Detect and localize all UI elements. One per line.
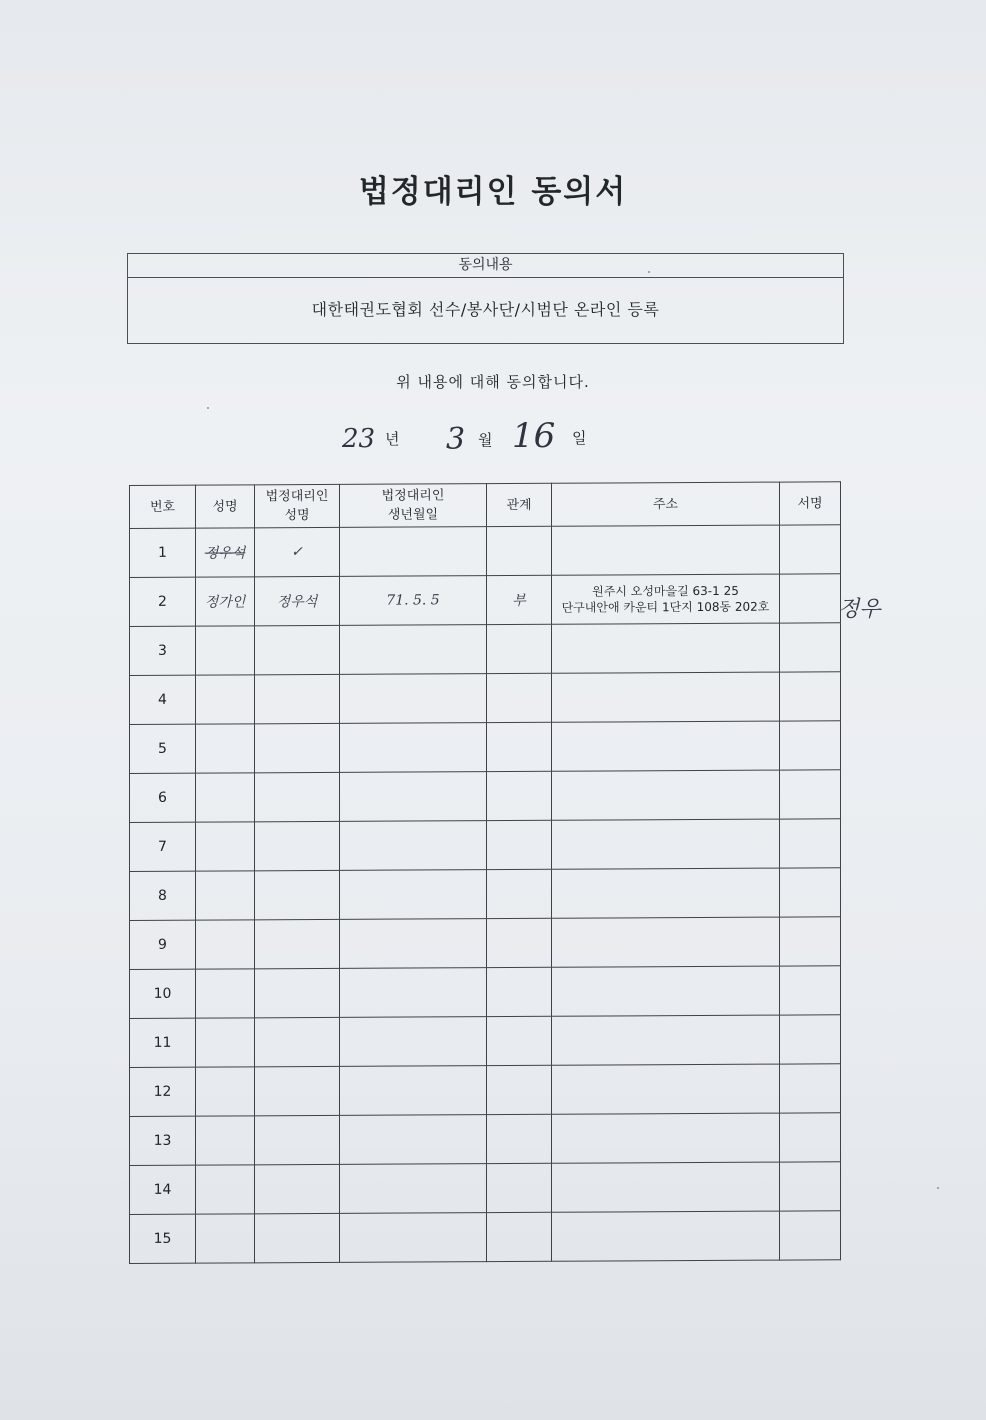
guardian-birth-cell	[340, 1017, 487, 1067]
column-header: 법정대리인 성명	[255, 484, 340, 527]
guardian-name-cell: ✓	[255, 527, 340, 576]
signature-cell	[780, 672, 841, 721]
table-row	[130, 1064, 841, 1117]
relation-cell: 부	[487, 575, 552, 624]
address-cell	[552, 966, 780, 1016]
table-row	[130, 917, 841, 970]
row-number: 10	[130, 969, 196, 1018]
guardian-birth-cell	[340, 1066, 487, 1116]
relation-cell	[487, 1212, 552, 1261]
signature-cell	[780, 1162, 841, 1211]
row-number: 3	[130, 626, 196, 675]
guardian-birth-cell	[340, 870, 487, 920]
guardian-birth-cell	[340, 1115, 487, 1165]
guardian-birth-cell: 71. 5. 5	[340, 576, 487, 626]
signature-cell	[780, 1064, 841, 1113]
table-row	[130, 1162, 841, 1215]
date-row	[0, 416, 986, 470]
table-row	[130, 1211, 841, 1264]
table-row	[130, 966, 841, 1019]
relation-cell	[487, 722, 552, 771]
column-header: 관계	[487, 483, 552, 526]
row-2-signature-mark: 정우	[838, 597, 881, 622]
row-number: 8	[130, 871, 196, 920]
relation-cell	[487, 624, 552, 673]
relation-cell	[487, 869, 552, 918]
guardian-birth-cell	[340, 968, 487, 1018]
name-cell	[196, 822, 255, 871]
column-header: 법정대리인 생년월일	[340, 484, 487, 528]
address-cell	[552, 1113, 780, 1163]
signature-cell	[780, 721, 841, 770]
name-cell: 정우석	[196, 528, 255, 577]
signature-cell	[780, 917, 841, 966]
address-cell	[552, 1064, 780, 1114]
guardian-name-cell	[255, 723, 340, 772]
relation-cell	[487, 1016, 552, 1065]
relation-cell	[487, 1065, 552, 1114]
paper-speck	[937, 1187, 939, 1189]
signature-cell	[780, 525, 841, 574]
agreement-statement: 위 내용에 대해 동의합니다.	[396, 373, 590, 391]
row-number: 2	[130, 577, 196, 626]
address-cell	[552, 819, 780, 869]
address-cell	[552, 868, 780, 918]
relation-cell	[487, 1114, 552, 1163]
guardian-name-cell	[255, 625, 340, 674]
signature-cell	[780, 1015, 841, 1064]
consent-box	[127, 253, 844, 344]
signature-cell	[780, 1113, 841, 1162]
name-cell	[196, 626, 255, 675]
guardian-name-cell	[255, 870, 340, 919]
guardian-birth-cell	[340, 723, 487, 773]
date-day: 16	[512, 416, 556, 456]
signature-cell	[780, 868, 841, 917]
guardian-birth-cell	[340, 527, 487, 577]
address-cell	[552, 574, 780, 624]
row-number: 15	[130, 1214, 196, 1263]
row-number: 7	[130, 822, 196, 871]
address-cell	[552, 1015, 780, 1065]
signature-cell	[780, 623, 841, 672]
signature-cell	[780, 770, 841, 819]
guardian-name-cell	[255, 1017, 340, 1066]
row-number: 12	[130, 1067, 196, 1116]
table-row	[130, 819, 841, 872]
address-cell	[552, 1162, 780, 1212]
guardian-name-cell: 정우석	[255, 576, 340, 625]
name-cell	[196, 969, 255, 1018]
relation-cell	[487, 771, 552, 820]
registration-table	[129, 481, 841, 1264]
guardian-name-cell	[255, 821, 340, 870]
table-row	[130, 525, 841, 578]
guardian-birth-cell	[340, 772, 487, 822]
table-row	[130, 574, 841, 627]
table-row	[130, 770, 841, 823]
date-year-label: 년	[385, 430, 400, 448]
column-header: 성명	[196, 485, 255, 528]
table-row	[130, 672, 841, 725]
name-cell	[196, 1018, 255, 1067]
row-number: 1	[130, 528, 196, 577]
guardian-birth-cell	[340, 821, 487, 871]
table-header-row	[130, 482, 841, 529]
signature-cell	[780, 966, 841, 1015]
guardian-birth-cell	[340, 674, 487, 724]
address-cell	[552, 721, 780, 771]
name-cell	[196, 724, 255, 773]
row-number: 4	[130, 675, 196, 724]
date-year: 23	[342, 424, 376, 454]
guardian-birth-cell	[340, 625, 487, 675]
name-cell	[196, 1165, 255, 1214]
column-header: 서명	[780, 482, 841, 525]
address-cell	[552, 770, 780, 820]
relation-cell	[487, 1163, 552, 1212]
name-cell: 정가인	[196, 577, 255, 626]
guardian-name-cell	[255, 674, 340, 723]
table-row	[130, 623, 841, 676]
guardian-name-cell	[255, 772, 340, 821]
row-number: 9	[130, 920, 196, 969]
row-number: 11	[130, 1018, 196, 1067]
guardian-birth-cell	[340, 919, 487, 969]
column-header: 번호	[130, 485, 196, 528]
guardian-name-cell	[255, 1213, 340, 1262]
guardian-name-cell	[255, 1115, 340, 1164]
row-number: 13	[130, 1116, 196, 1165]
address-line-2: 단구내안애 카운티 1단지 108동 202호	[561, 599, 770, 615]
consent-content: 대한태권도협회 선수/봉사단/시범단 온라인 등록	[311, 300, 660, 319]
relation-cell	[487, 967, 552, 1016]
column-header: 주소	[552, 482, 780, 526]
address-line-2	[552, 550, 779, 551]
table-row	[130, 721, 841, 774]
name-cell	[196, 773, 255, 822]
table-row	[130, 1015, 841, 1068]
guardian-name-cell	[255, 1164, 340, 1213]
address-cell	[552, 917, 780, 967]
signature-cell	[780, 574, 841, 623]
table-row	[130, 1113, 841, 1166]
guardian-birth-cell	[340, 1213, 487, 1263]
name-cell	[196, 920, 255, 969]
name-cell	[196, 1116, 255, 1165]
relation-cell	[487, 918, 552, 967]
guardian-name-cell	[255, 968, 340, 1017]
address-line-1	[552, 550, 779, 551]
guardian-name-cell	[255, 1066, 340, 1115]
table-row	[130, 868, 841, 921]
document-title: 법정대리인 동의서	[358, 174, 628, 210]
address-cell	[552, 672, 780, 722]
name-cell	[196, 871, 255, 920]
consent-header: 동의내용	[128, 254, 843, 278]
guardian-name-cell	[255, 919, 340, 968]
date-month: 3	[446, 422, 466, 457]
name-cell	[196, 1067, 255, 1116]
table-body	[130, 525, 841, 1264]
guardian-birth-cell	[340, 1164, 487, 1214]
signature-cell	[780, 1211, 841, 1260]
paper-speck	[207, 407, 209, 409]
address-line-1: 원주시 오성마을길 63-1 25	[592, 583, 739, 599]
relation-cell	[487, 526, 552, 575]
signature-cell	[780, 819, 841, 868]
date-month-label: 월	[478, 431, 493, 449]
address-cell	[552, 623, 780, 673]
date-day-label: 일	[572, 429, 587, 447]
name-cell	[196, 1214, 255, 1263]
address-cell	[552, 525, 780, 575]
relation-cell	[487, 820, 552, 869]
row-number: 5	[130, 724, 196, 773]
paper-speck	[648, 271, 650, 273]
relation-cell	[487, 673, 552, 722]
row-number: 14	[130, 1165, 196, 1214]
row-number: 6	[130, 773, 196, 822]
name-cell	[196, 675, 255, 724]
address-cell	[552, 1211, 780, 1261]
